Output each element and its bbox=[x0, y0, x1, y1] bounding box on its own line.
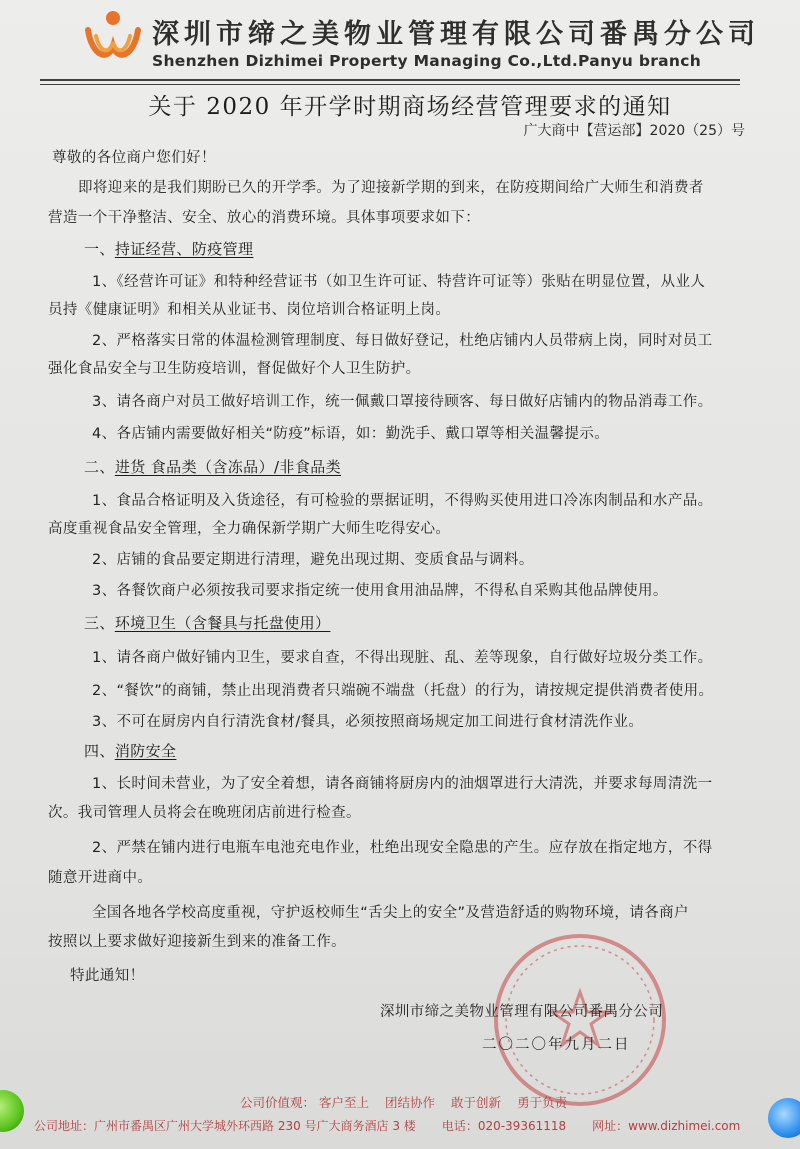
section-line: 1、食品合格证明及入货途径，有可检验的票据证明，不得购买使用进口冷冻肉制品和水产品。 bbox=[92, 493, 713, 509]
blue-pushpin-icon bbox=[768, 1098, 800, 1138]
section-line: 高度重视食品安全管理，全力确保新学期广大师生吃得安心。 bbox=[48, 521, 451, 537]
value-item: 团结协作 bbox=[385, 1095, 436, 1110]
section-line: 2、店铺的食品要定期进行清理，避免出现过期、变质食品与调料。 bbox=[92, 552, 534, 568]
header-rule-thin bbox=[40, 84, 740, 85]
closing-line: 按照以上要求做好迎接新生到来的准备工作。 bbox=[48, 934, 346, 950]
notice-title: 关于 2020 年开学时期商场经营管理要求的通知 bbox=[148, 94, 672, 120]
section-line: 3、请各商户对员工做好培训工作，统一佩戴口罩接待顾客、每日做好店铺内的物品消毒工作。 bbox=[92, 394, 713, 410]
section-line: 员持《健康证明》和相关从业证书、岗位培训合格证明上岗。 bbox=[48, 302, 451, 318]
section-line: 2、“餐饮”的商铺，禁止出现消费者只端碗不端盘（托盘）的行为，请按规定提供消费者使用。 bbox=[92, 683, 714, 699]
footer-address: 公司地址：广州市番禺区广州大学城外环西路 230 号广大商务酒店 3 楼 bbox=[34, 1119, 416, 1133]
notice-date: 二〇二〇年九月二日 bbox=[482, 1037, 631, 1053]
document-number: 广大商中【营运部】2020（25）号 bbox=[523, 123, 745, 139]
greeting: 尊敬的各位商户您们好！ bbox=[52, 150, 216, 166]
company-name-en: Shenzhen Dizhimei Property Managing Co.,Ltd.Panyu branch bbox=[152, 52, 702, 70]
section-line: 强化食品安全与卫生防疫培训，督促做好个人卫生防护。 bbox=[48, 361, 421, 377]
section-heading: 四、消防安全 bbox=[84, 742, 177, 760]
section-heading: 一、持证经营、防疫管理 bbox=[84, 240, 254, 258]
signature: 深圳市缔之美物业管理有限公司番禺分公司 bbox=[380, 1004, 664, 1020]
section-line: 4、各店铺内需要做好相关“防疫”标语，如：勤洗手、戴口罩等相关温馨提示。 bbox=[92, 426, 610, 442]
section-line: 1、长时间未营业，为了安全着想，请各商铺将厨房内的油烟罩进行大清洗，并要求每周清洗一 bbox=[92, 776, 713, 792]
section-line: 随意开进商中。 bbox=[48, 870, 153, 886]
footer-contact bbox=[34, 1117, 740, 1134]
company-values: 公司价值观： 客户至上 团结协作 敢于创新 勇于负责 bbox=[240, 1095, 568, 1110]
footer-phone: 电话：020-39361118 bbox=[441, 1119, 567, 1133]
footer-website: 网址：www.dizhimei.com bbox=[592, 1119, 741, 1133]
intro-line: 即将迎来的是我们期盼已久的开学季。为了迎接新学期的到来，在防疫期间给广大师生和消费者 bbox=[78, 180, 704, 196]
value-item: 敢于创新 bbox=[451, 1095, 502, 1110]
section-heading: 三、环境卫生（含餐具与托盘使用） bbox=[84, 614, 331, 632]
section-line: 3、不可在厨房内自行清洗食材/餐具，必须按照商场规定加工间进行食材清洗作业。 bbox=[92, 714, 644, 730]
sign-off: 特此通知！ bbox=[70, 968, 145, 984]
section-line: 3、各餐饮商户必须按我司要求指定统一使用食用油品牌，不得私自采购其他品牌使用。 bbox=[92, 583, 668, 599]
section-line: 1、请各商户做好铺内卫生，要求自查，不得出现脏、乱、差等现象，自行做好垃圾分类工作。 bbox=[92, 650, 713, 666]
section-line: 次。我司管理人员将会在晚班闭店前进行检查。 bbox=[48, 805, 361, 821]
intro-line: 营造一个干净整洁、安全、放心的消费环境。具体事项要求如下： bbox=[48, 210, 481, 226]
section-line: 1、《经营许可证》和特种经营证书（如卫生许可证、特营许可证等）张贴在明显位置，从业人 bbox=[92, 274, 706, 290]
company-logo-icon bbox=[82, 6, 144, 68]
section-line: 2、严禁在铺内进行电瓶车电池充电作业，杜绝出现安全隐患的产生。应存放在指定地方，不得 bbox=[92, 840, 713, 856]
section-heading: 二、进货 食品类（含冻品）/非食品类 bbox=[84, 458, 342, 476]
section-line: 2、严格落实日常的体温检测管理制度、每日做好登记，杜绝店铺内人员带病上岗，同时对员工 bbox=[92, 333, 713, 349]
value-item: 客户至上 bbox=[319, 1095, 370, 1110]
green-pushpin-icon bbox=[0, 1090, 24, 1132]
closing-line: 全国各地各学校高度重视，守护返校师生“舌尖上的安全”及营造舒适的购物环境，请各商户 bbox=[92, 905, 689, 921]
header-rule bbox=[40, 79, 740, 81]
value-item: 勇于负责 bbox=[517, 1095, 568, 1110]
company-name-cn: 深圳市缔之美物业管理有限公司番禺分公司 bbox=[152, 19, 760, 50]
